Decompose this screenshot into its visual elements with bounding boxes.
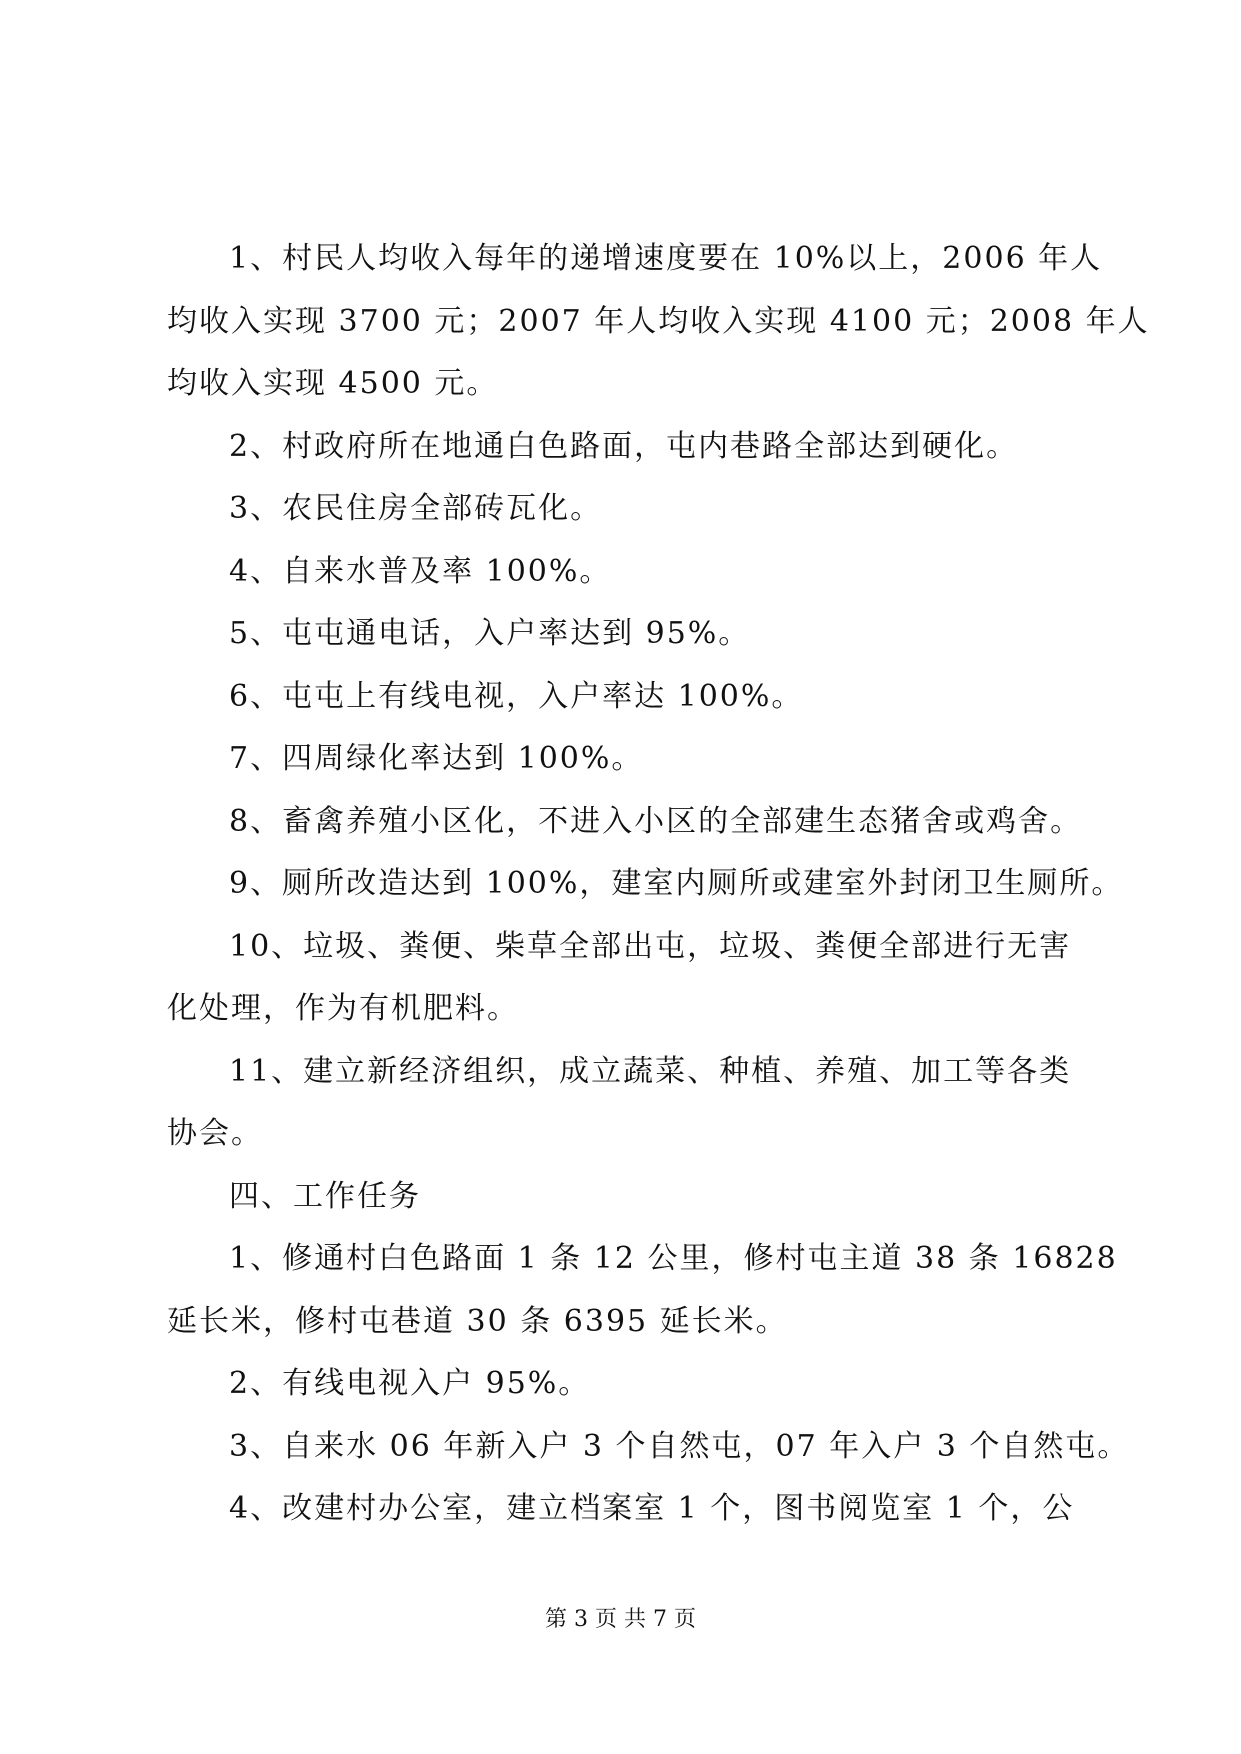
text-line: 7、四周绿化率达到 100%。 (229, 741, 644, 776)
text-line: 2、村政府所在地通白色路面，屯内巷路全部达到硬化。 (229, 428, 1019, 464)
text-line: 9、厕所改造达到 100%，建室内厕所或建室外封闭卫生厕所。 (229, 866, 1124, 901)
section-heading (167, 1166, 1087, 1229)
paragraph (167, 416, 1087, 479)
paragraph (167, 478, 1087, 541)
text-line: 3、自来水 06 年新入户 3 个自然屯，07 年入户 3 个自然屯。 (229, 1428, 1130, 1464)
paragraph (167, 916, 1087, 1041)
text-line: 5、屯屯通电话，入户率达到 95%。 (229, 616, 751, 651)
paragraph (167, 1041, 1087, 1166)
text-line: 均收入实现 3700 元；2007 年人均收入实现 4100 元；2008 年人 (167, 303, 1150, 339)
page-footer (0, 1605, 1241, 1635)
paragraph (167, 1478, 1087, 1541)
paragraph (167, 1416, 1130, 1479)
text-line: 4、改建村办公室，建立档案室 1 个，图书阅览室 1 个，公 (229, 1491, 1075, 1526)
paragraph (167, 541, 1087, 604)
paragraph (167, 228, 1150, 416)
text-line: 3、农民住房全部砖瓦化。 (229, 491, 603, 526)
paragraph (167, 666, 1087, 729)
paragraph (167, 728, 1087, 791)
page-number: 第 3 页 共 7 页 (545, 1607, 696, 1632)
text-line: 四、工作任务 (229, 1178, 421, 1214)
text-line: 6、屯屯上有线电视，入户率达 100%。 (229, 678, 804, 714)
text-line: 11、建立新经济组织，成立蔬菜、种植、养殖、加工等各类 (229, 1053, 1072, 1089)
paragraph (167, 853, 1124, 916)
text-line: 化处理，作为有机肥料。 (167, 991, 519, 1026)
text-line: 8、畜禽养殖小区化，不进入小区的全部建生态猪舍或鸡舍。 (229, 803, 1083, 839)
paragraph (167, 1228, 1118, 1353)
text-line: 均收入实现 4500 元。 (167, 366, 499, 401)
text-line: 延长米，修村屯巷道 30 条 6395 延长米。 (167, 1303, 788, 1339)
text-line: 1、修通村白色路面 1 条 12 公里，修村屯主道 38 条 16828 (229, 1241, 1118, 1276)
paragraph (167, 791, 1087, 854)
document-body (167, 228, 1150, 1541)
text-line: 4、自来水普及率 100%。 (229, 553, 612, 589)
paragraph (167, 1353, 1087, 1416)
paragraph (167, 603, 1087, 666)
text-line: 协会。 (167, 1116, 263, 1151)
text-line: 1、村民人均收入每年的递增速度要在 10%以上，2006 年人 (229, 241, 1103, 276)
text-line: 10、垃圾、粪便、柴草全部出屯，垃圾、粪便全部进行无害 (229, 928, 1072, 964)
text-line: 2、有线电视入户 95%。 (229, 1366, 591, 1401)
